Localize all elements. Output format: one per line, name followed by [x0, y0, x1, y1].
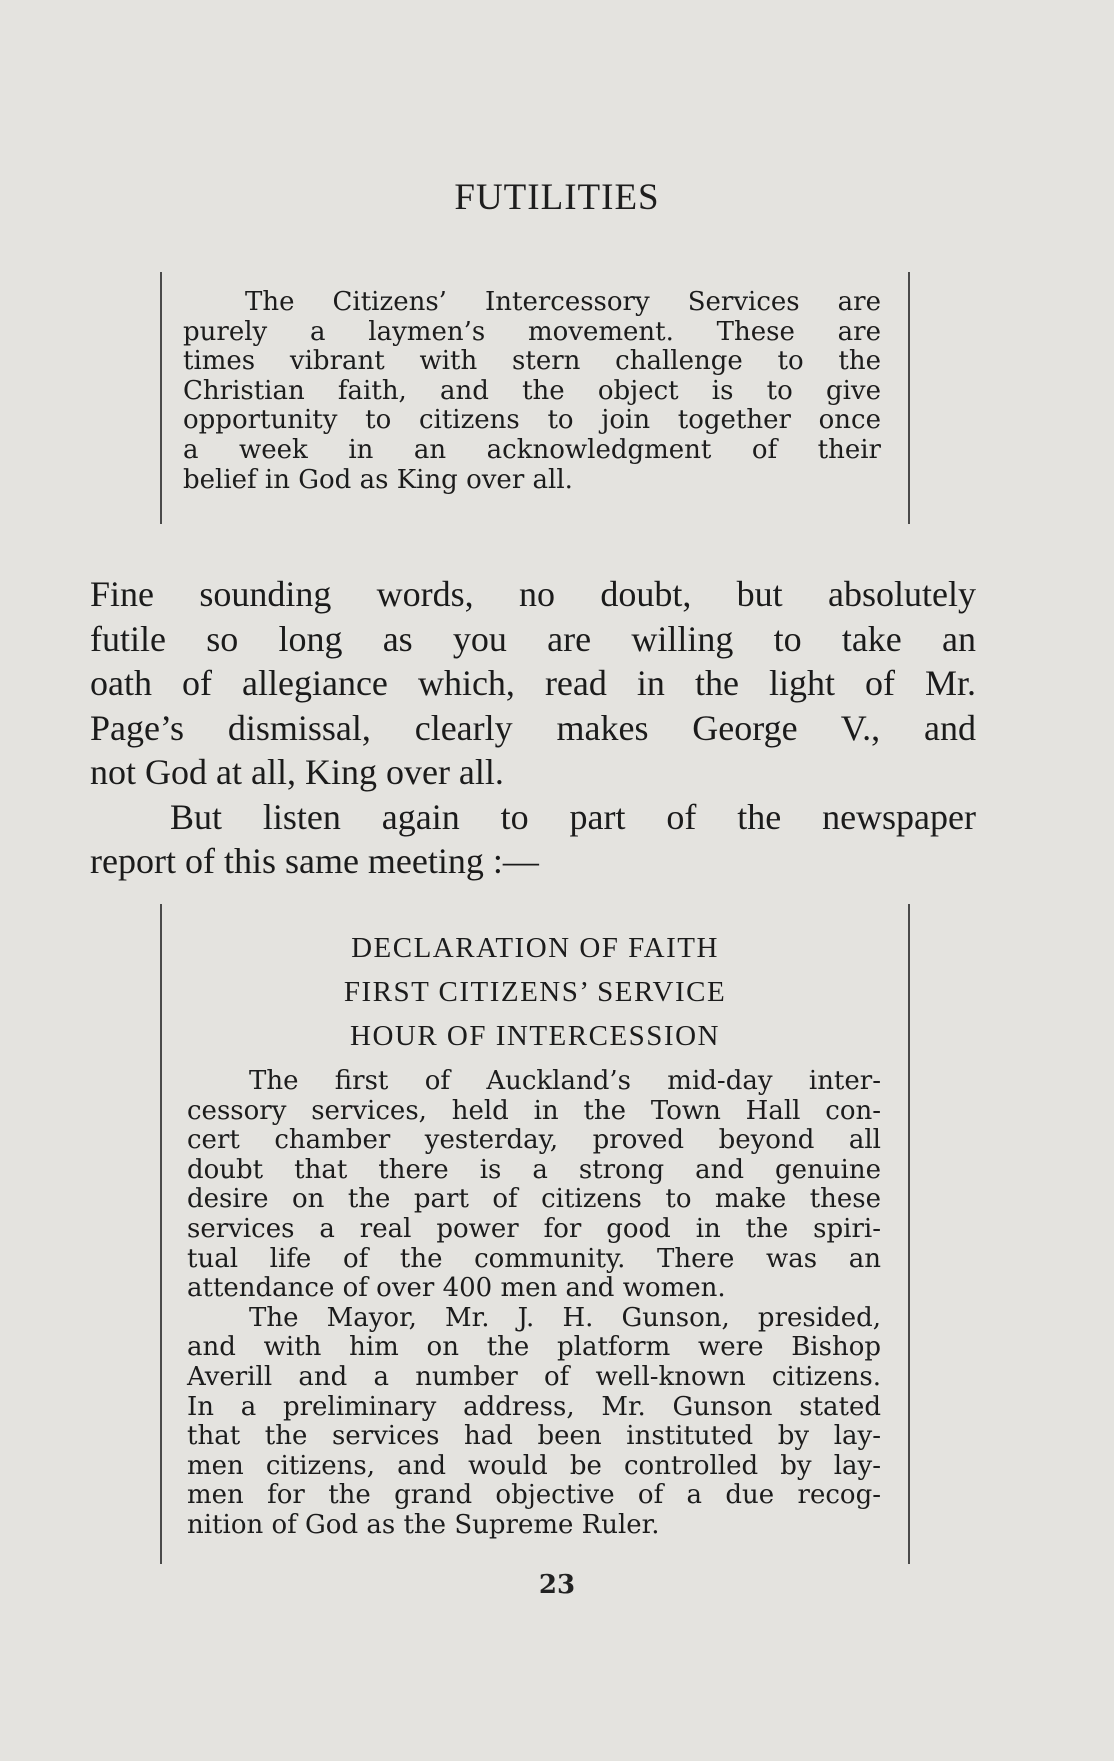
clipping-line: doubt that there is a strong and genuine	[187, 1154, 881, 1185]
clipping-line: men for the grand objective of a due recog-	[187, 1480, 881, 1511]
clipping-heading: HOUR OF INTERCESSION	[350, 1020, 720, 1052]
body-line: But listen again to part of the newspaper	[170, 796, 976, 837]
clipping-line: The first of Auckland’s mid-day inter-	[249, 1066, 881, 1096]
clipping-heading: DECLARATION OF FAITH	[351, 932, 719, 964]
clipping-line: The Citizens’ Intercessory Services are	[245, 287, 881, 317]
clipping-line: opportunity to citizens to join together once	[183, 405, 881, 436]
clipping-line: a week in an acknowledgment of their	[183, 434, 881, 465]
clipping-line: that the services had been instituted by lay-	[187, 1421, 881, 1452]
clipping-line: and with him on the platform were Bishop	[187, 1332, 881, 1363]
clipping-line: desire on the part of citizens to make these	[187, 1184, 881, 1215]
clipping-line: services a real power for good in the spiri-	[187, 1213, 881, 1244]
newspaper-clipping-two	[187, 1067, 881, 1541]
running-head: FUTILITIES	[454, 177, 660, 218]
newspaper-clipping-one	[183, 288, 881, 495]
clipping-line: Averill and a number of well-known citizens.	[187, 1361, 881, 1392]
body-line: Page’s dismissal, clearly makes George V., and	[90, 707, 976, 748]
body-line: oath of allegiance which, read in the light of Mr.	[90, 663, 976, 703]
clipping-line: belief in God as King over all.	[183, 464, 573, 495]
clipping-line: cert chamber yesterday, proved beyond all	[187, 1125, 881, 1156]
clipping-heading: FIRST CITIZENS’ SERVICE	[343, 976, 727, 1008]
clipping-line: In a preliminary address, Mr. Gunson stated	[187, 1391, 881, 1422]
page-number: 23	[538, 1570, 576, 1600]
body-line: Fine sounding words, no doubt, but absolutely	[90, 574, 976, 614]
clipping-line: purely a laymen’s movement. These are	[183, 316, 881, 347]
clipping-line: men citizens, and would be controlled by lay-	[187, 1450, 881, 1481]
clipping-line: nition of God as the Supreme Ruler.	[187, 1509, 660, 1540]
body-paragraphs	[90, 572, 976, 884]
clipping-line: The Mayor, Mr. J. H. Gunson, presided,	[249, 1302, 881, 1333]
body-line: futile so long as you are willing to take an	[90, 618, 976, 659]
clipping-line: times vibrant with stern challenge to the	[183, 346, 881, 377]
clipping-line: attendance of over 400 men and women.	[187, 1273, 726, 1304]
clipping-line: cessory services, held in the Town Hall con-	[187, 1095, 881, 1126]
clipping-line: tual life of the community. There was an	[187, 1243, 881, 1274]
body-line: report of this same meeting :—	[90, 841, 539, 881]
clipping-line: Christian faith, and the object is to give	[183, 375, 881, 406]
clipping-headings	[160, 926, 910, 1058]
body-line: not God at all, King over all.	[90, 752, 504, 792]
